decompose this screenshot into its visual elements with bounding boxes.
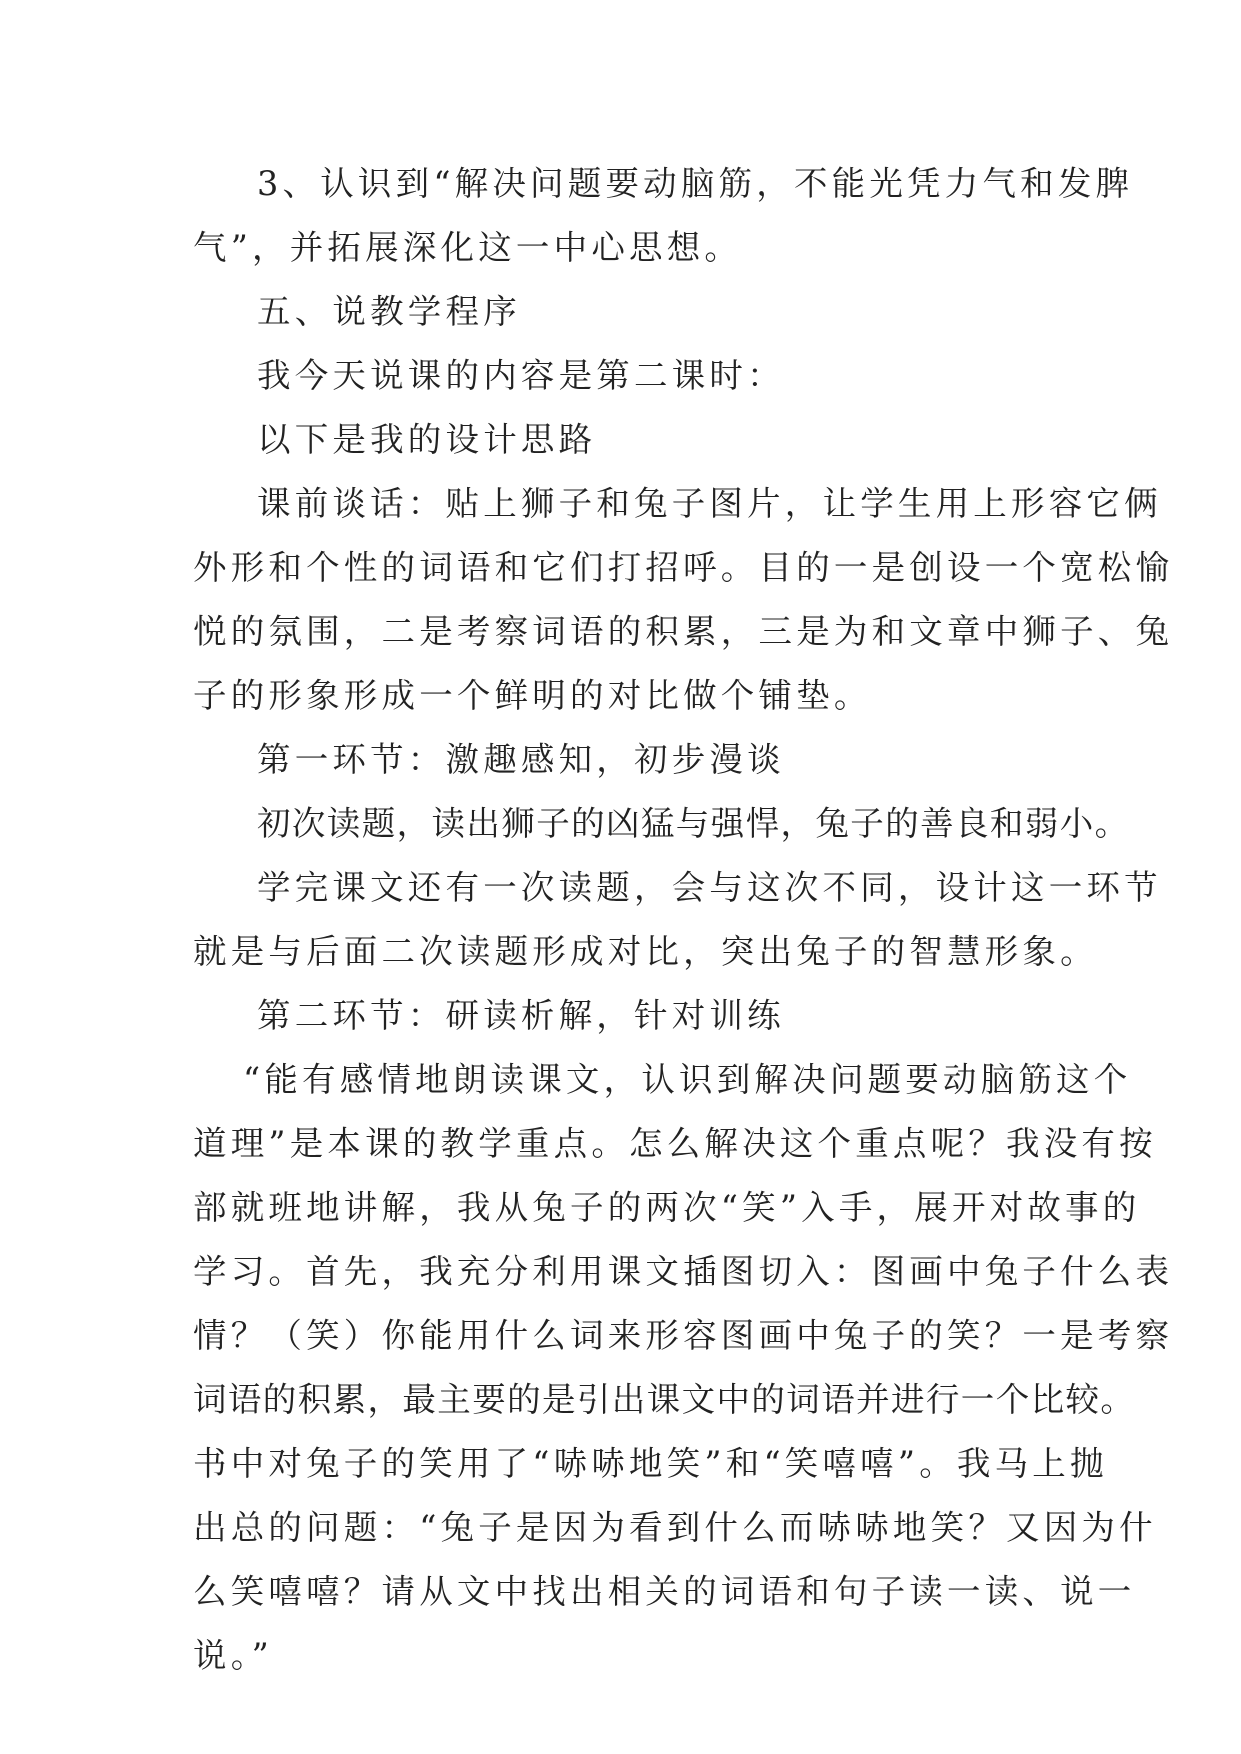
paragraph-line: “能有感情地朗读课文，认识到解决问题要动脑筋这个 [243,1060,1132,1099]
paragraph-line: 我今天说课的内容是第二课时： [257,356,785,395]
paragraph-line: 初次读题，读出狮子的凶猛与强悍，兔子的善良和弱小。 [257,804,1130,843]
paragraph-line: 学习。首先，我充分利用课文插图切入：图画中兔子什么表 [193,1252,1174,1291]
paragraph-line: 道理”是本课的教学重点。怎么解决这个重点呢？我没有按 [193,1124,1157,1163]
paragraph-line: 词语的积累，最主要的是引出课文中的词语并进行一个比较。 [193,1380,1136,1419]
paragraph-line: 出总的问题：“兔子是因为看到什么而哧哧地笑？又因为什 [193,1508,1157,1547]
paragraph-line: 说。” [193,1636,273,1675]
paragraph-line: 3、认识到“解决问题要动脑筋，不能光凭力气和发脾 [257,164,1134,203]
paragraph-line: 部就班地讲解，我从兔子的两次“笑”入手，展开对故事的 [193,1188,1141,1227]
section-heading: 第二环节：研读析解，针对训练 [257,996,785,1035]
paragraph-line: 悦的氛围，二是考察词语的积累，三是为和文章中狮子、兔 [193,612,1174,651]
paragraph-line: 以下是我的设计思路 [257,420,597,459]
paragraph-line: 么笑嘻嘻？请从文中找出相关的词语和句子读一读、说一 [193,1572,1136,1611]
paragraph-line: 外形和个性的词语和它们打招呼。目的一是创设一个宽松愉 [193,548,1174,587]
paragraph-line: 就是与后面二次读题形成对比，突出兔子的智慧形象。 [193,932,1098,971]
paragraph-line: 课前谈话：贴上狮子和兔子图片，让学生用上形容它俩 [257,484,1162,523]
paragraph-line: 情？（笑）你能用什么词来形容图画中兔子的笑？一是考察 [193,1316,1174,1355]
paragraph-line: 学完课文还有一次读题，会与这次不同，设计这一环节 [257,868,1162,907]
paragraph-line: 子的形象形成一个鲜明的对比做个铺垫。 [193,676,872,715]
paragraph-line: 书中对兔子的笑用了“哧哧地笑”和“笑嘻嘻”。我马上抛 [193,1444,1108,1483]
section-heading: 五、说教学程序 [257,292,521,331]
paragraph-line: 气”，并拓展深化这一中心思想。 [193,228,743,267]
section-heading: 第一环节：激趣感知，初步漫谈 [257,740,785,779]
